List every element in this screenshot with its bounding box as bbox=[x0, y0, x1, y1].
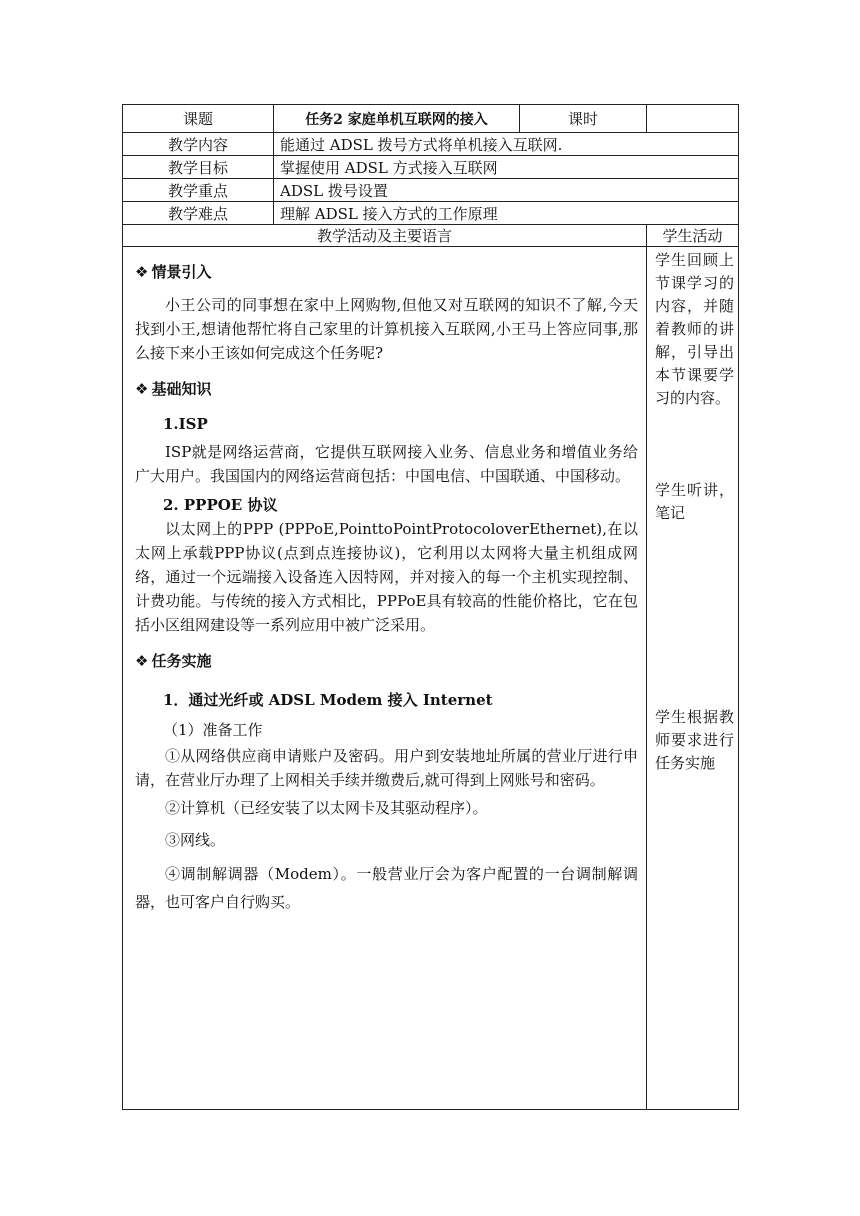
hours-value bbox=[647, 105, 739, 133]
step-3: ③网线。 bbox=[165, 831, 226, 849]
activity-student-header: 学生活动 bbox=[647, 225, 739, 247]
row-value: ADSL 拨号设置 bbox=[274, 179, 739, 202]
goal-row bbox=[123, 156, 739, 179]
hours-label: 课时 bbox=[520, 105, 647, 133]
diamond-bullet-icon: ❖ bbox=[135, 379, 149, 398]
section-heading bbox=[135, 650, 638, 671]
step-2: ②计算机（已经安装了以太网卡及其驱动程序）。 bbox=[165, 799, 488, 817]
teaching-content bbox=[123, 247, 647, 1110]
step-1: ①从网络供应商申请账户及密码。用户到安装地址所属的营业厅进行申请，在营业厅办理了上网相关手续并缴费后,就可得到上网账号和密码。 bbox=[135, 747, 638, 789]
student-activity-3: 学生根据教师要求进行任务实施 bbox=[655, 708, 734, 772]
section-heading bbox=[135, 378, 638, 399]
diamond-bullet-icon: ❖ bbox=[135, 262, 149, 281]
lesson-plan-table bbox=[122, 104, 739, 1110]
pppoe-text: 以太网上的PPP (PPPoE,PointtoPointProtocoloverEthernet),在以太网上承载PPP协议(点到点连接协议)，它利用以太网将大量主机组成网络，通过一个远端接入设备连入因特网，并对接入的每一个主机实现控制、计费功能。与传统的接入方式相比，PPPoE具有较高的性能价格比，它在包括小区组网建设等一系列应用中被广泛采用。 bbox=[135, 520, 638, 634]
step-4: ④调制解调器（Modem）。一般营业厅会为客户配置的一台调制解调器，也可客户自行购买。 bbox=[135, 865, 638, 911]
row-value: 掌握使用 ADSL 方式接入互联网 bbox=[274, 156, 739, 179]
topic-label: 课题 bbox=[123, 105, 274, 133]
section-heading bbox=[135, 261, 638, 282]
diamond-bullet-icon: ❖ bbox=[135, 651, 149, 670]
topic-row bbox=[123, 105, 739, 133]
activity-body-row bbox=[123, 247, 739, 1110]
content-row bbox=[123, 133, 739, 156]
row-label: 教学内容 bbox=[123, 133, 274, 156]
row-label: 教学难点 bbox=[123, 202, 274, 225]
task1-title: 1．通过光纤或 ADSL Modem 接入 Internet bbox=[163, 691, 493, 709]
row-value: 理解 ADSL 接入方式的工作原理 bbox=[274, 202, 739, 225]
key-point-row bbox=[123, 179, 739, 202]
row-value: 能通过 ADSL 拨号方式将单机接入互联网. bbox=[274, 133, 739, 156]
row-label: 教学目标 bbox=[123, 156, 274, 179]
isp-text: ISP就是网络运营商，它提供互联网接入业务、信息业务和增值业务给广大用户。我国国内的网络运营商包括：中国电信、中国联通、中国移动。 bbox=[135, 443, 638, 485]
intro-title: 情景引入 bbox=[151, 263, 212, 281]
activity-main-header: 教学活动及主要语言 bbox=[123, 225, 647, 247]
difficulty-row bbox=[123, 202, 739, 225]
topic-value: 任务2 家庭单机互联网的接入 bbox=[274, 105, 520, 133]
pppoe-title: 2. PPPOE 协议 bbox=[163, 496, 278, 514]
student-activity-2: 学生听讲，笔记 bbox=[655, 481, 734, 522]
intro-text: 小王公司的同事想在家中上网购物,但他又对互联网的知识不了解,今天找到小王,想请他帮忙将自己家里的计算机接入互联网,小王马上答应同事,那么接下来小王该如何完成这个任务呢? bbox=[135, 296, 638, 362]
isp-title: 1.ISP bbox=[163, 415, 208, 433]
student-activity bbox=[647, 247, 739, 1110]
row-label: 教学重点 bbox=[123, 179, 274, 202]
task-title: 任务实施 bbox=[151, 652, 212, 670]
activity-header-row bbox=[123, 225, 739, 247]
basics-title: 基础知识 bbox=[151, 380, 212, 398]
student-activity-1: 学生回顾上节课学习的内容，并随着教师的讲解，引导出本节课要学习的内容。 bbox=[655, 251, 734, 407]
prep-title: （1）准备工作 bbox=[163, 721, 263, 739]
